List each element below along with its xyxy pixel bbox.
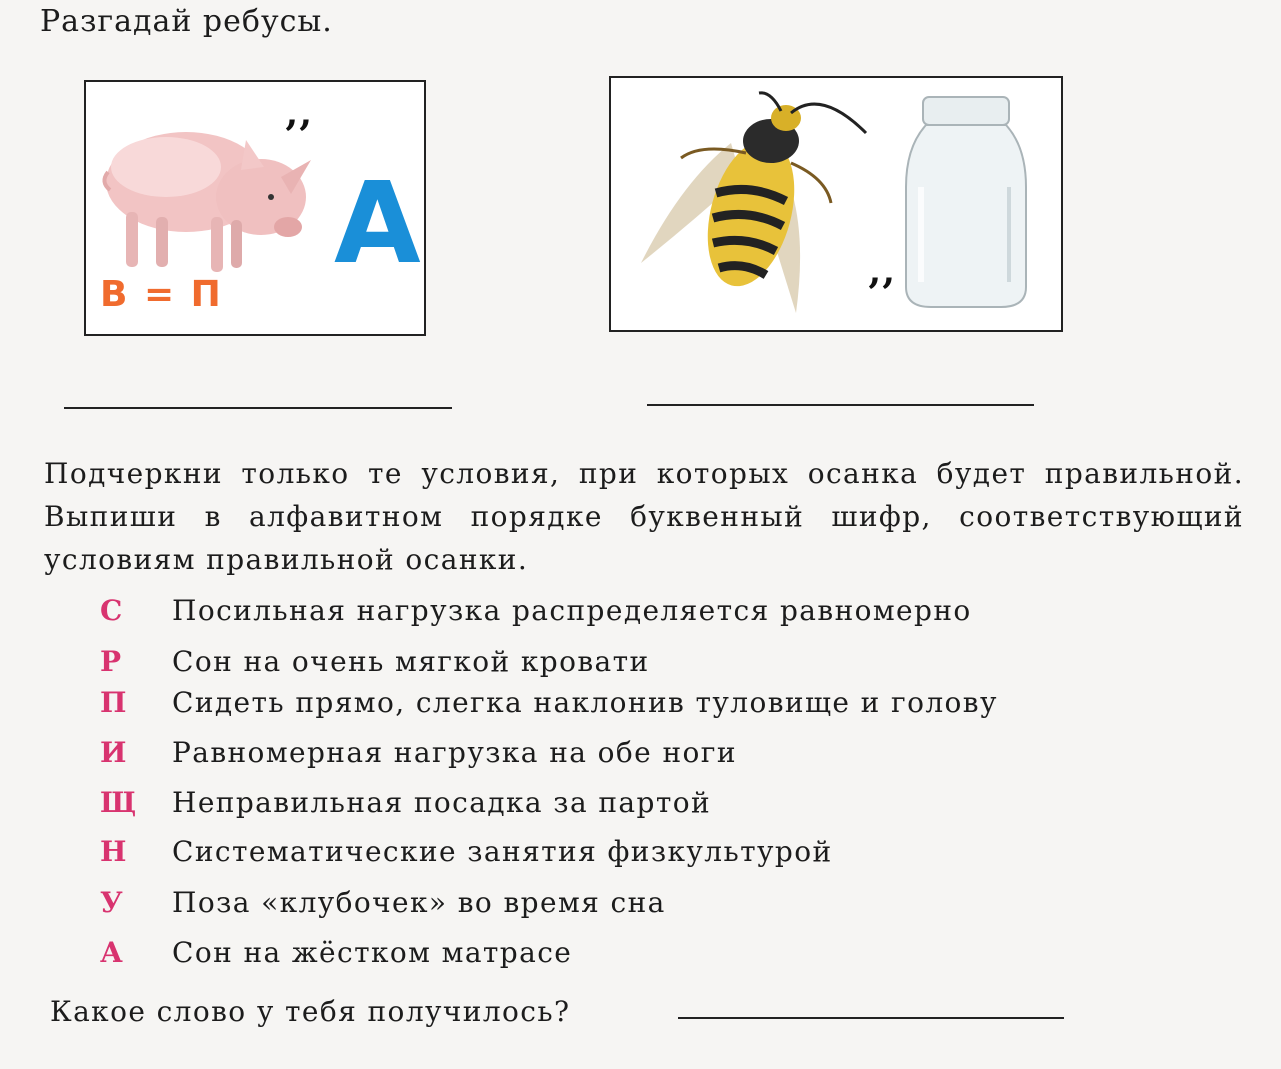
option-text: Сон на очень мягкой кровати <box>172 645 650 678</box>
option-code: П <box>100 686 128 719</box>
option-text: Сон на жёстком матрасе <box>172 936 573 969</box>
option-item[interactable] <box>100 786 711 830</box>
option-text: Поза «клубочек» во время сна <box>172 886 666 919</box>
option-item[interactable] <box>100 886 666 930</box>
rebus1-answer-line[interactable] <box>64 407 452 409</box>
option-text: Посильная нагрузка распределяется равномерно <box>172 594 972 627</box>
option-text: Равномерная нагрузка на обе ноги <box>172 736 737 769</box>
comma-mark: ’’ <box>867 270 895 317</box>
option-code: А <box>100 936 125 969</box>
task-heading: Разгадай ребусы. <box>40 4 333 39</box>
rebus-letter-a: А <box>334 159 421 289</box>
task-instruction: Подчеркни только те условия, при которых осанка будет правильной. Выпиши в алфавитном порядке буквенный шифр, соответствующий условиям правильной осанки. <box>44 457 1244 576</box>
option-code: Щ <box>100 786 138 819</box>
option-code: С <box>100 594 124 627</box>
rebus-card-wasp <box>609 76 1063 332</box>
option-item[interactable] <box>100 686 998 730</box>
result-question: Какое слово у тебя получилось? <box>50 995 571 1028</box>
option-item[interactable] <box>100 645 650 689</box>
option-item[interactable] <box>100 594 972 638</box>
letter-swap-formula: В = П <box>100 274 223 315</box>
glass-jar-image <box>901 92 1031 312</box>
option-code: Н <box>100 835 128 868</box>
option-item[interactable] <box>100 936 572 980</box>
option-text: Неправильная посадка за партой <box>172 786 712 819</box>
option-item[interactable] <box>100 835 833 879</box>
comma-mark: ’’ <box>284 112 312 159</box>
option-text: Сидеть прямо, слегка наклонив туловище и голову <box>172 686 998 719</box>
rebus2-answer-line[interactable] <box>647 404 1034 406</box>
option-code: И <box>100 736 128 769</box>
option-item[interactable] <box>100 736 737 780</box>
result-answer-line[interactable] <box>678 1017 1064 1019</box>
option-text: Систематические занятия физкультурой <box>172 835 833 868</box>
wasp-image <box>621 83 881 323</box>
option-code: Р <box>100 645 123 678</box>
option-code: У <box>100 886 125 919</box>
rebus-card-pig <box>84 80 426 336</box>
